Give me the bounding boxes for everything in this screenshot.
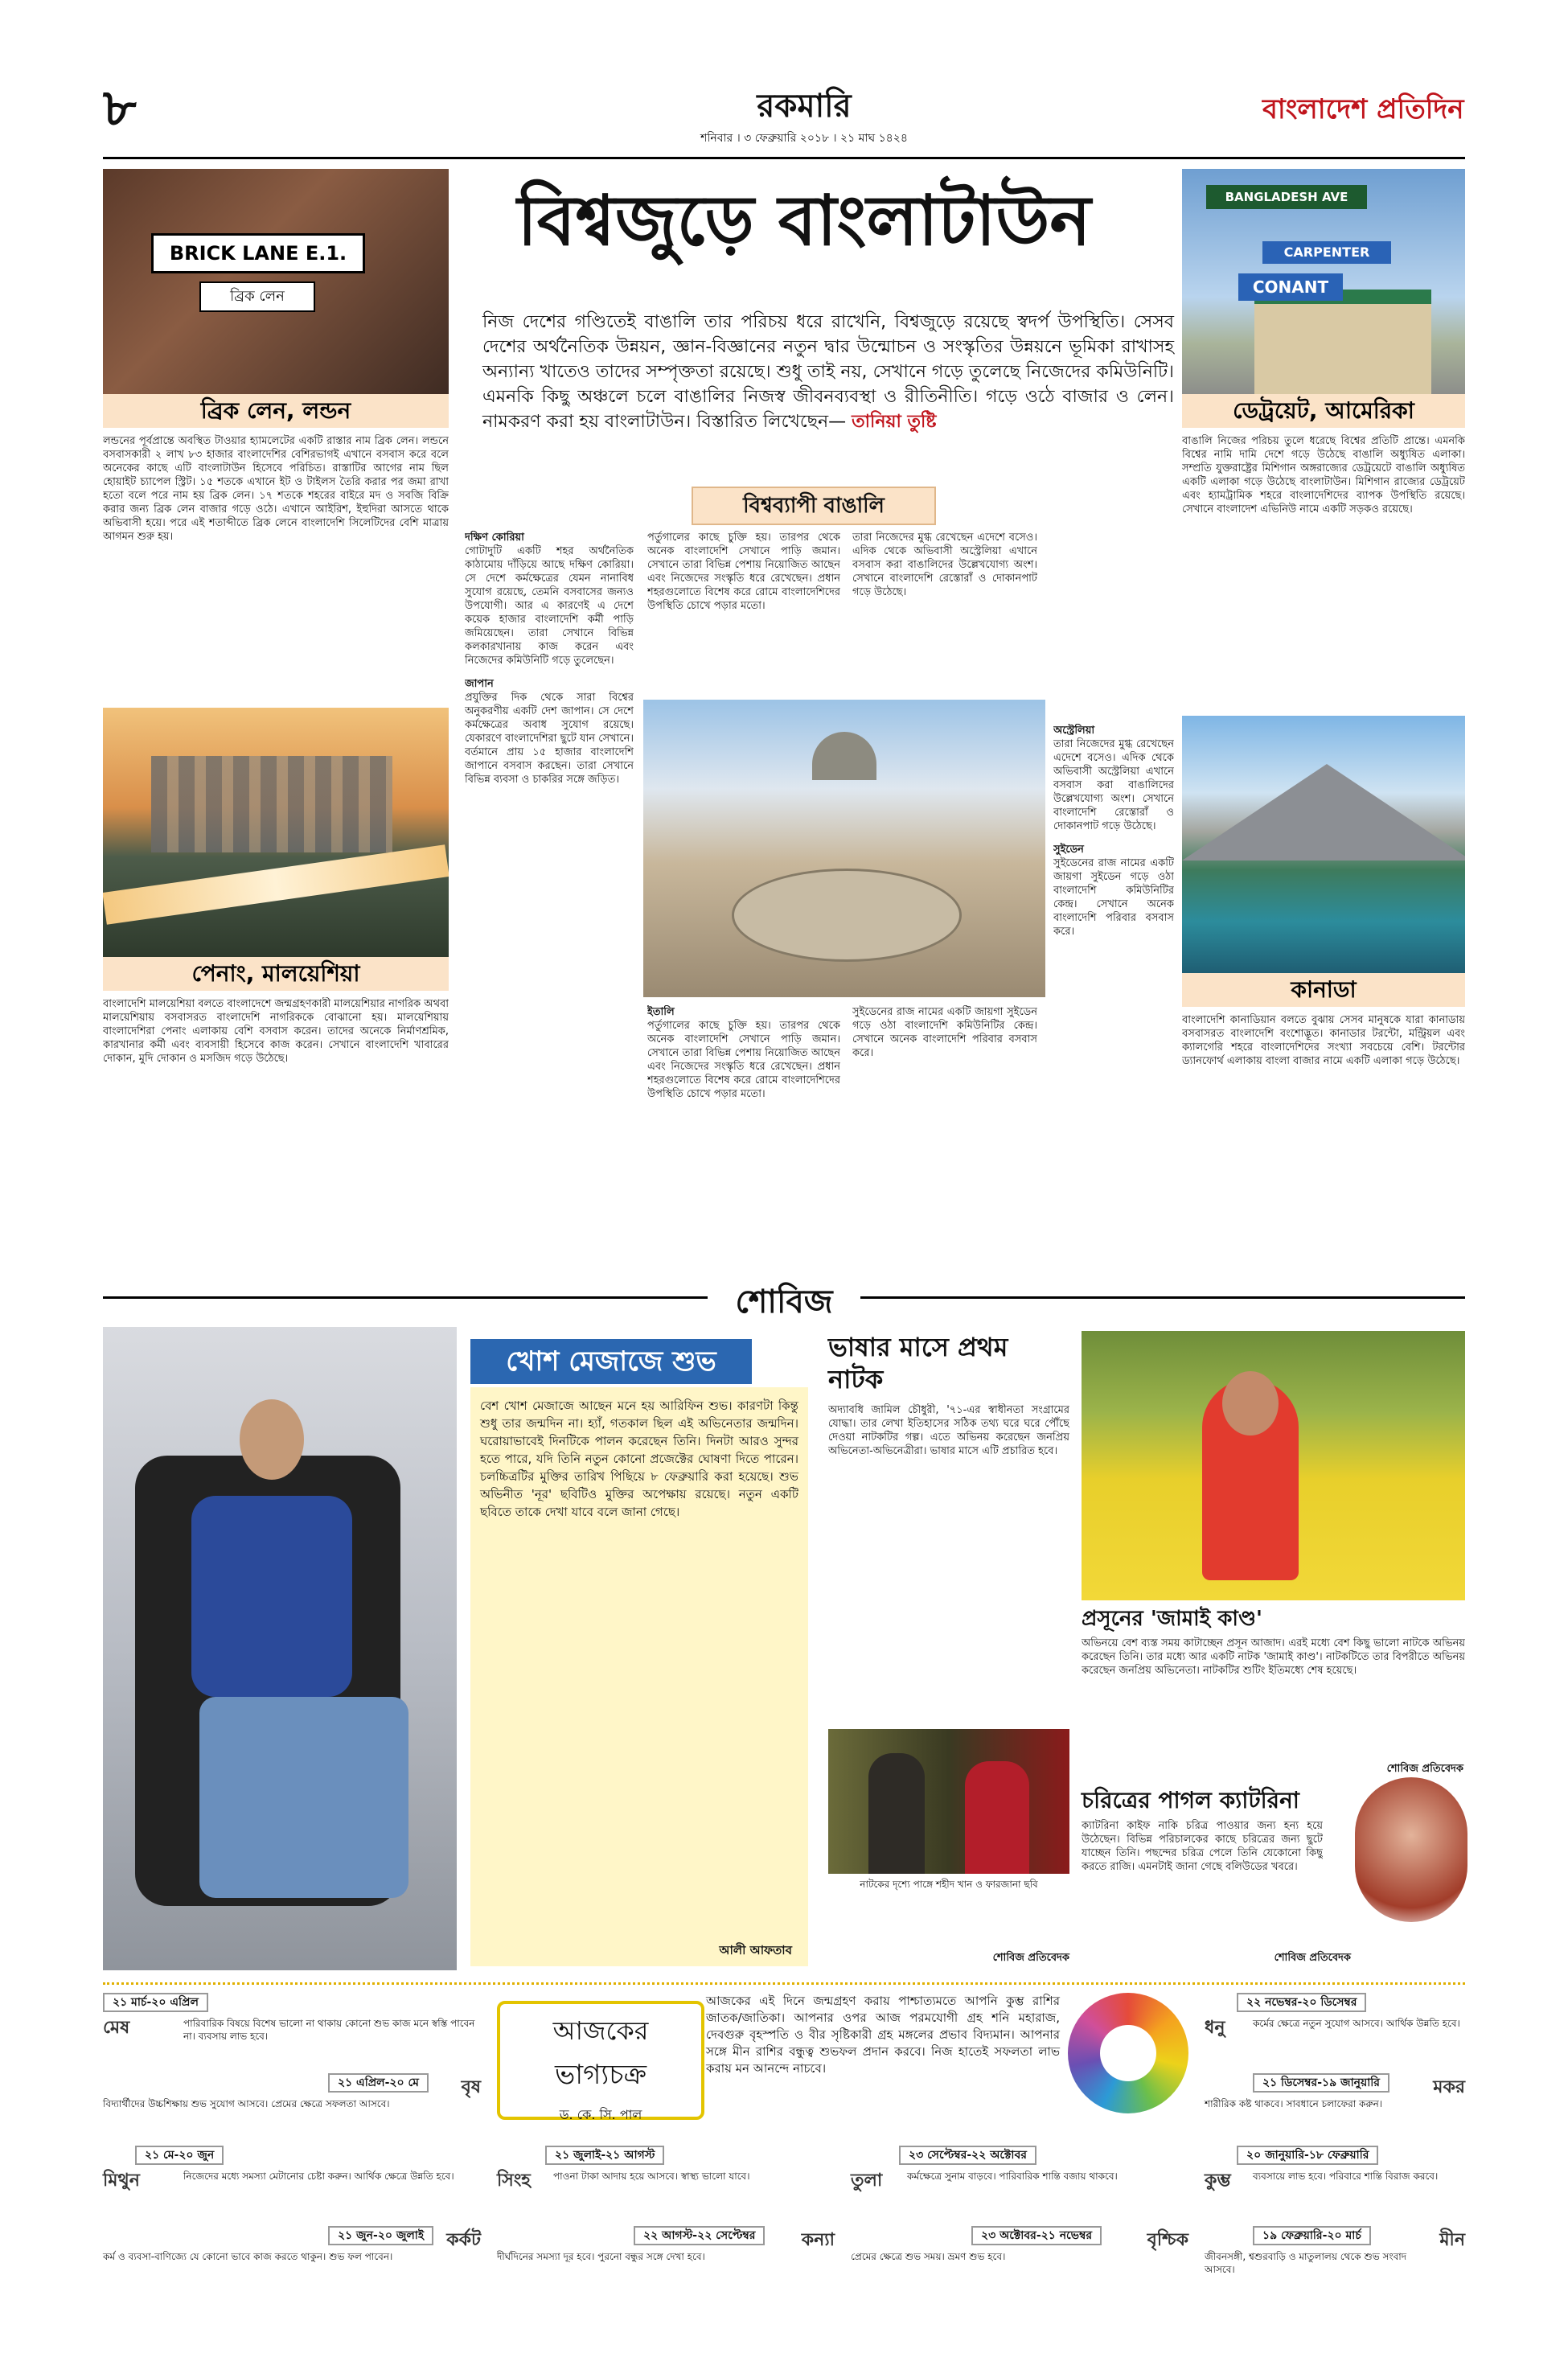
sweden-cont: [852, 1005, 1037, 1279]
horoscope-section: [103, 1982, 1465, 2306]
australia-title: অস্ট্রেলিয়া: [1053, 725, 1095, 737]
sweden-text: সুইডেনের রাজ নামের একটি জায়গা সুইডেন গড়ে ওঠা বাংলাদেশি কমিউনিটির কেন্দ্র। সেখানে অনেক বাংলাদেশি পরিবার বসবাস করে।: [1053, 857, 1174, 938]
sign-text: কর্ম ও ব্যবসা-বাণিজ্যে যে কোনো ভাবে কাজ করতে থাকুন। শুভ ফল পাবেন।: [103, 2251, 393, 2262]
sign-text: নিজেদের মধ্যে সমস্যা মেটানোর চেষ্টা করুন। আর্থিক ক্ষেত্রে উন্নতি হবে।: [183, 2171, 454, 2182]
korea-text: গোটাদুটি একটি শহর অর্থনৈতিক কাঠামোয় দাঁড়িয়ে আছে দক্ষিণ কোরিয়া। সে দেশে কর্মক্ষেত্রের যেমন নানাবিধ সুযোগ রয়েছে, তেমনি বসবাসের জন্যও উপযোগী। আর এ কারণেই এ দেশে কয়েক হাজার বাংলাদেশি কর্মী পাড়ি জমিয়েছেন। তারা সেখানে বিভিন্ন কলকারখানায় কাজ করেন এবং নিজেদের কমিউনিটি গড়ে তুলেছেন।: [465, 545, 634, 667]
italy-text: পর্তুগালের কাছে চুক্তি হয়। তারপর থেকে অনেক বাংলাদেশি সেখানে পাড়ি জমান। সেখানে তারা বিভিন্ন পেশায় নিয়োজিত আছেন এবং নিজেদের সংস্কৃতি ধরে রেখেছেন। প্রধান শহরগুলোতে বিশেষ করে রোমে বাংলাদেশিদের উপস্থিতি চোখে পড়ার মতো।: [647, 1020, 840, 1100]
horoscope-title-box: [497, 2001, 704, 2120]
shuvo-box: [470, 1387, 808, 1966]
sign-dhanu: [1205, 1993, 1465, 2065]
zodiac-wheel-center: [1100, 2025, 1156, 2081]
sign-text: প্রেমের ক্ষেত্রে শুভ সময়। ভ্রমণ শুভ হবে।: [851, 2251, 1006, 2262]
face: [240, 1399, 304, 1480]
sign-name: কুম্ভ: [1205, 2171, 1231, 2191]
sign-karkat: [103, 2226, 481, 2298]
sub-banner: বিশ্বব্যাপী বাঙালি: [692, 487, 936, 525]
masthead-rule: [103, 157, 1465, 159]
italy-section: [647, 1005, 840, 1279]
katrina-headline: চরিত্রের পাগল ক্যাটরিনা: [1082, 1787, 1299, 1813]
europe-section: [647, 531, 840, 692]
australia-intro: তারা নিজেদের মুগ্ধ রেখেছেন এদেশে বসেও। এদিক থেকে অভিবাসী অস্ট্রেলিয়া এখানে বসবাস করা বাঙালিদের উল্লেখযোগ্য অংশ। সেখানে বাংলাদেশি রেস্তোরাঁ ও দোকানপাট গড়ে উঠেছে।: [852, 532, 1037, 598]
sign-date: ২২ নভেম্বর-২০ ডিসেম্বর: [1237, 1993, 1366, 2012]
brand-logo: বাংলাদেশ প্রতিদিন: [1262, 93, 1464, 125]
highway: [103, 844, 449, 924]
sign-mithun: [103, 2146, 481, 2218]
australia-sweden-section: [1053, 724, 1174, 1279]
prosun-photo: [1082, 1331, 1465, 1600]
prosun-headline: প্রসূনের 'জামাই কাণ্ড': [1082, 1607, 1262, 1631]
shuvo-headline: খোশ মেজাজে শুভ: [470, 1339, 752, 1384]
square: [732, 869, 962, 962]
sign-meen: [1205, 2226, 1465, 2298]
sign-name: কর্কট: [446, 2230, 481, 2250]
horoscope-title-2: ভাগ্যচক্র: [554, 2059, 647, 2091]
sign-date: ২২ আগস্ট-২২ সেপ্টেম্বর: [634, 2226, 765, 2245]
canada-photo: [1182, 716, 1465, 973]
sign-text: পাওনা টাকা আদায় হয়ে আসবে। স্বাস্থ্য ভালো যাবে।: [553, 2171, 750, 2182]
sign-text: কর্মের ক্ষেত্রে নতুন সুযোগ আসবে। আর্থিক উন্নতি হবে।: [1253, 2018, 1460, 2029]
korea-section: [465, 531, 634, 1279]
sign-date: ২১ জুলাই-২১ আগস্ট: [545, 2146, 664, 2165]
sign-name: কন্যা: [801, 2230, 835, 2250]
sign-kanya: [497, 2226, 835, 2298]
rome-photo: [643, 700, 1045, 997]
sign-text: পারিবারিক বিষয়ে বিশেষ ভালো না থাকায় কোনো শুভ কাজ মনে স্বস্তি পাবেন না। ব্যবসায় লাভ হবে।: [183, 2018, 475, 2042]
zodiac-wheel-icon: [1068, 1993, 1188, 2113]
prosun-face: [1222, 1371, 1279, 1435]
feature-intro-text: নিজ দেশের গণ্ডিতেই বাঙালি তার পরিচয় ধরে রাখেনি, বিশ্বজুড়ে রয়েছে স্বদর্প উপস্থিতি। সেসব দেশের অর্থনৈতিক উন্নয়ন, জ্ঞান-বিজ্ঞানের নতুন দ্বার উন্মোচন ও সংস্কৃতির উন্নয়নে ভূমিকা রাখাসহ অন্যান্য খাতেও তাদের সম্পৃক্ততা রয়েছে। শুধু তাই নয়, সেখানে গড়ে তুলেছে নিজেদের কমিউনিটি। এমনকি কিছু অঞ্চলে চলে বাঙালির নিজস্ব জীবনব্যবস্থা ও রীতিনীতি। গড়ে ওঠে বাজার ও লেন। নামকরণ করা হয় বাংলাটাউন। বিস্তারিত লিখেছেন—: [482, 312, 1174, 432]
actor-figure: [868, 1753, 925, 1874]
sign-makar: [1205, 2073, 1465, 2138]
natok-headline: ভাষার মাসে প্রথম নাটক: [828, 1332, 1008, 1394]
sign-date: ২৩ সেপ্টেম্বর-২২ অক্টোবর: [899, 2146, 1036, 2165]
prosun-byline: শোবিজ প্রতিবেদক: [1386, 1763, 1463, 1775]
sign-date: ২০ জানুয়ারি-১৮ ফেব্রুয়ারি: [1237, 2146, 1378, 2165]
showbiz-title: শোবিজ: [708, 1283, 860, 1321]
sign-name: বৃষ: [461, 2077, 481, 2097]
page-number: ৮: [103, 79, 137, 138]
brick-lane-article: লন্ডনের পূর্বপ্রান্তে অবস্থিত টাওয়ার হ্যামলেটের একটি রাস্তার নাম ব্রিক লেন। লন্ডনে বসবাসকারী ২ লাখ ৮৩ হাজার বাংলাদেশির বেশিরভাগই এখানে বসবাস করে বলে অনেকের কাছে এটি বাংলাটাউন হিসেবে পরিচিত। রাস্তাটির আগের নাম ছিল হোয়াইট চ্যাপেল স্ট্রিট। ১৫ শতকে এখানে ইট ও টাইলস তৈরি করার পর জমা রাখা হতো বলে পরে নাম হয় ব্রিক লেন। ১৭ শতকে শহরের বাইরে মদ ও সবজি বিক্রি করার জন্য ব্রিক লেন বাজার গড়ে ওঠে। এখানে আইরিশ, ইহুদিরা আসতে থাকে অভিবাসী হয়ে। পরে এই শতাব্দীতে ব্রিক লেনে বাংলাদেশি সিলেটিদের বেশি মাত্রায় আগমন শুরু হয়।: [103, 435, 449, 543]
brick-lane-bn-sign: ব্রিক লেন: [199, 281, 315, 312]
sign-date: ২১ মার্চ-২০ এপ্রিল: [103, 1993, 208, 2012]
mountains: [1182, 764, 1465, 860]
sweden-text-cont: সুইডেনের রাজ নামের একটি জায়গা সুইডেন গড়ে ওঠা বাংলাদেশি কমিউনিটির কেন্দ্র। সেখানে অনেক বাংলাদেশি পরিবার বসবাস করে।: [852, 1006, 1037, 1059]
sign-text: কর্মক্ষেত্রে সুনাম বাড়বে। পারিবারিক শান্তি বজায় থাকবে।: [907, 2171, 1118, 2182]
caption-detroit: ডেট্রয়েট, আমেরিকা: [1182, 394, 1465, 428]
sweden-title: সুইডেন: [1053, 844, 1084, 856]
japan-text: প্রযুক্তির দিক থেকে সারা বিশ্বের অনুকরণীয় একটি দেশ জাপান। সে দেশে কর্মক্ষেত্রের অবাধ সুযোগ রয়েছে। যেকারণে বাংলাদেশিরা ছুটে যান সেখানে। বর্তমানে প্রায় ১৫ হাজার বাংলাদেশি জাপানে বসবাস করছেন। তারা সেখানে বিভিন্ন ব্যবসা ও চাকরির সঙ্গে জড়িত।: [465, 692, 634, 786]
dome: [812, 732, 876, 780]
sign-date: ২৩ অক্টোবর-২১ নভেম্বর: [971, 2226, 1102, 2245]
penang-photo: [103, 708, 449, 957]
sign-date: ২১ এপ্রিল-২০ মে: [328, 2073, 429, 2093]
italy-title: ইতালি: [647, 1006, 675, 1018]
australia-text: তারা নিজেদের মুগ্ধ রেখেছেন এদেশে বসেও। এদিক থেকে অভিবাসী অস্ট্রেলিয়া এখানে বসবাস করা বাঙালিদের উল্লেখযোগ্য অংশ। সেখানে বাংলাদেশি রেস্তোরাঁ ও দোকানপাট গড়ে উঠেছে।: [1053, 738, 1174, 832]
sign-name: মকর: [1433, 2077, 1465, 2097]
detroit-article: বাঙালি নিজের পরিচয় তুলে ধরেছে বিশ্বের প্রতিটি প্রান্তে। এমনকি বিশ্বের নামি দামি দেশে গড়ে উঠেছে বাঙালি অধ্যুষিত এলাকা। সম্প্রতি যুক্তরাষ্ট্রের মিশিগান অঙ্গরাজ্যের ডেট্রয়েটে বাঙালি অধ্যুষিত একটি এলাকা গড়ে উঠেছে বাংলাটাউন। মিশিগান রাজ্যের ডেট্রয়েট এবং হ্যামট্রামিক শহরে বাংলাদেশিদের ব্যাপক উপস্থিতি রয়েছে। সেখানে বাংলাদেশ এভিনিউ নামে একটি সড়কও রয়েছে।: [1182, 435, 1465, 515]
katrina-text: ক্যাটরিনা কাইফ নাকি চরিত্র পাওয়ার জন্য হন্য হয়ে উঠেছেন। বিভিন্ন পরিচালকের কাছে চরিত্রের জন্য ছুটে যাচ্ছেন তিনি। পছন্দের চরিত্র পেলে তিনি যেকোনো কিছু করতে রাজি। এমনটাই জানা গেছে বলিউডের খবরে।: [1082, 1820, 1323, 1873]
sign-name: তুলা: [851, 2171, 883, 2191]
sign-name: মীন: [1439, 2230, 1465, 2250]
feature-headline: বিশ্বজুড়ে বাংলাটাউন: [517, 181, 1091, 261]
sign-name: বৃশ্চিক: [1147, 2230, 1188, 2250]
sign-name: মেষ: [103, 2018, 130, 2038]
sign-text: ব্যবসায়ে লাভ হবে। পরিবারে শান্তি বিরাজ করবে।: [1253, 2171, 1439, 2182]
detroit-photo: [1182, 169, 1465, 402]
sign-brishchik: [851, 2226, 1188, 2298]
skyline: [151, 756, 392, 852]
horoscope-author: ড. কে. সি. পাল: [559, 2107, 642, 2122]
shuvo-text: বেশ খোশ মেজাজে আছেন মনে হয় আরিফিন শুভ। কারণটা কিন্তু শুধু তার জন্মদিন না। হ্যাঁ, গতকাল ছিল এই অভিনেতার জন্মদিন। ঘরোয়াভাবেই দিনটিকে পালন করেছেন তিনি। দিনটা আরও সুন্দর হতে পারে, যদি তিনি নতুন কোনো প্রজেক্টের ঘোষণা দিতে পারেন। চলচ্চিত্রটির মুক্তির তারিখ পিছিয়ে ৮ ফেব্রুয়ারি করা হয়েছে। শুভ অভিনীত 'নূর' ছবিটিও মুক্তির অপেক্ষায় রয়েছে। নতুন একটি ছবিতে তাকে দেখা যাবে বলে জানা গেছে।: [480, 1399, 798, 1519]
sign-mesh: [103, 1993, 481, 2065]
date-line: শনিবার । ৩ ফেব্রুয়ারি ২০১৮ । ২১ মাঘ ১৪২৪: [700, 132, 908, 145]
caption-penang: পেনাং, মালয়েশিয়া: [103, 957, 449, 991]
sign-date: ২১ জুন-২০ জুলাই: [328, 2226, 433, 2245]
shuvo-photo: [103, 1327, 457, 1970]
horoscope-title-1: আজকের: [552, 2015, 649, 2046]
shuvo-byline: আলী আফতাব: [719, 1943, 792, 1957]
natok-byline: শোবিজ প্রতিবেদক: [992, 1952, 1069, 1964]
japan-title: জাপান: [465, 678, 494, 690]
jacket: [191, 1496, 352, 1697]
jeans: [199, 1697, 408, 1898]
katrina-byline: শোবিজ প্রতিবেদক: [1274, 1952, 1351, 1964]
australia-section: [852, 531, 1037, 692]
caption-canada: কানাডা: [1182, 973, 1465, 1007]
natok-text: অদ্যাবধি জামিল চৌধুরী, '৭১-এর স্বাধীনতা সংগ্রামের যোদ্ধা। তার লেখা ইতিহাসের সঠিক তথ্য ঘরে ঘরে পৌঁছে দেওয়া নাটকটির গল্প। এতে অভিনয় করেছেন জনপ্রিয় অভিনেতা-অভিনেত্রীরা। ভাষার মাসে এটি প্রচারিত হবে।: [828, 1404, 1069, 1457]
sign-brish: [103, 2073, 481, 2138]
sign-conant: CONANT: [1238, 273, 1343, 301]
sign-kumbha: [1205, 2146, 1465, 2218]
sign-bangladesh-ave: BANGLADESH AVE: [1206, 185, 1367, 209]
sign-tula: [851, 2146, 1188, 2218]
sign-text: জীবনসঙ্গী, শ্বশুরবাড়ি ও মাতুলালয় থেকে শুভ সংবাদ আসবে।: [1205, 2251, 1407, 2275]
katrina-photo: [1355, 1777, 1467, 1922]
brick-lane-sign: BRICK LANE E.1.: [151, 233, 365, 273]
mosque-building: [1254, 290, 1431, 400]
korea-title: দক্ষিণ কোরিয়া: [465, 532, 524, 544]
actress-figure: [965, 1761, 1029, 1874]
sign-singha: [497, 2146, 835, 2218]
penang-article: বাংলাদেশি মালয়েশিয়া বলতে বাংলাদেশে জন্মগ্রহণকারী মালয়েশিয়ার নাগরিক অথবা মালয়েশিয়ায় বসবাসরত বাংলাদেশি নাগরিককে বোঝানো হয়। মালয়েশিয়ায় বাংলাদেশিরা পেনাং এলাকায় বেশি বসবাস করেন। তাদের অনেকে নির্মাণশ্রমিক, কারখানার কর্মী এবং ব্যবসায়ী হিসেবে কাজ করেন। সেখানে বাংলাদেশি খাবারের দোকান, মুদি দোকান ও মসজিদ গড়ে উঠেছে।: [103, 998, 449, 1065]
sign-carpenter: CARPENTER: [1262, 241, 1391, 264]
feature-author: তানিয়া তুষ্টি: [852, 412, 937, 432]
natok-photo: [828, 1729, 1069, 1874]
horoscope-intro: আজকের এই দিনে জন্মগ্রহণ করায় পাশ্চাত্যমতে আপনি কুম্ভ রাশির জাতক/জাতিকা। আপনার ওপর আজ পরমযোগী গ্রহ শনি মহারাজ, দেবগুরু বৃহস্পতি ও বীর সৃষ্টিকারী গ্রহ মঙ্গলের প্রভাব বিদ্যমান। আপনার সঙ্গে মীন রাশির বন্ধুত্ব শুভফল প্রদান করবে। নিজ হাতেই সফলতা লাভ করায় মন আনন্দে নাচবে।: [706, 1994, 1060, 2076]
section-title: রকমারি: [757, 88, 852, 125]
sign-name: মিথুন: [103, 2171, 140, 2191]
sign-date: ২১ মে-২০ জুন: [135, 2146, 224, 2165]
masthead: [0, 0, 1568, 161]
canada-article: বাংলাদেশি কানাডিয়ান বলতে বুঝায় সেসব মানুষকে যারা কানাডায় বসবাসরত বাংলাদেশি বংশোদ্ভূত। কানাডার টরন্টো, মন্ট্রিয়ল এবং ক্যালগেরি শহরে বাংলাদেশিদের সংখ্যা সবচেয়ে বেশি। টরন্টোর ড্যানফোর্থ এলাকায় বাংলা বাজার নামে একটি এলাকা গড়ে উঠেছে।: [1182, 1014, 1465, 1067]
prosun-text: অভিনয়ে বেশ ব্যস্ত সময় কাটাচ্ছেন প্রসূন আজাদ। এরই মধ্যে বেশ কিছু ভালো নাটকে অভিনয় করেছেন তিনি। তার মধ্যে আর একটি নাটক 'জামাই কাণ্ড'। নাটকটিতে তার বিপরীতে অভিনয় করেছেন জনপ্রিয় অভিনেতা। নাটকটির শুটিং ইতিমধ্যে শেষ হয়েছে।: [1082, 1637, 1465, 1677]
sign-text: শারীরিক কষ্ট থাকবে। সাবধানে চলাফেরা করুন।: [1205, 2098, 1383, 2109]
sign-name: সিংহ: [497, 2171, 531, 2191]
europe-text: পর্তুগালের কাছে চুক্তি হয়। তারপর থেকে অনেক বাংলাদেশি সেখানে পাড়ি জমান। সেখানে তারা বিভিন্ন পেশায় নিয়োজিত আছেন এবং নিজেদের সংস্কৃতি ধরে রেখেছেন। প্রধান শহরগুলোতে বিশেষ করে রোমে বাংলাদেশিদের উপস্থিতি চোখে পড়ার মতো।: [647, 532, 840, 612]
sign-text: বিদ্যার্থীদের উচ্চশিক্ষায় শুভ সুযোগ আসবে। প্রেমের ক্ষেত্রে সফলতা আসবে।: [103, 2098, 390, 2109]
sign-text: দীর্ঘদিনের সমস্যা দূর হবে। পুরনো বন্ধুর সঙ্গে দেখা হবে।: [497, 2251, 705, 2262]
caption-brick-lane: ব্রিক লেন, লন্ডন: [103, 394, 449, 428]
sign-name: ধনু: [1205, 2018, 1225, 2038]
natok-photo-caption: নাটকের দৃশ্যে পাঙ্গে শহীদ খান ও ফারজানা ছবি: [860, 1879, 1038, 1890]
brick-lane-photo: [103, 169, 449, 402]
sign-date: ২১ ডিসেম্বর-১৯ জানুয়ারি: [1253, 2073, 1389, 2093]
feature-intro: [482, 310, 1174, 434]
sign-date: ১৯ ফেব্রুয়ারি-২০ মার্চ: [1253, 2226, 1371, 2245]
